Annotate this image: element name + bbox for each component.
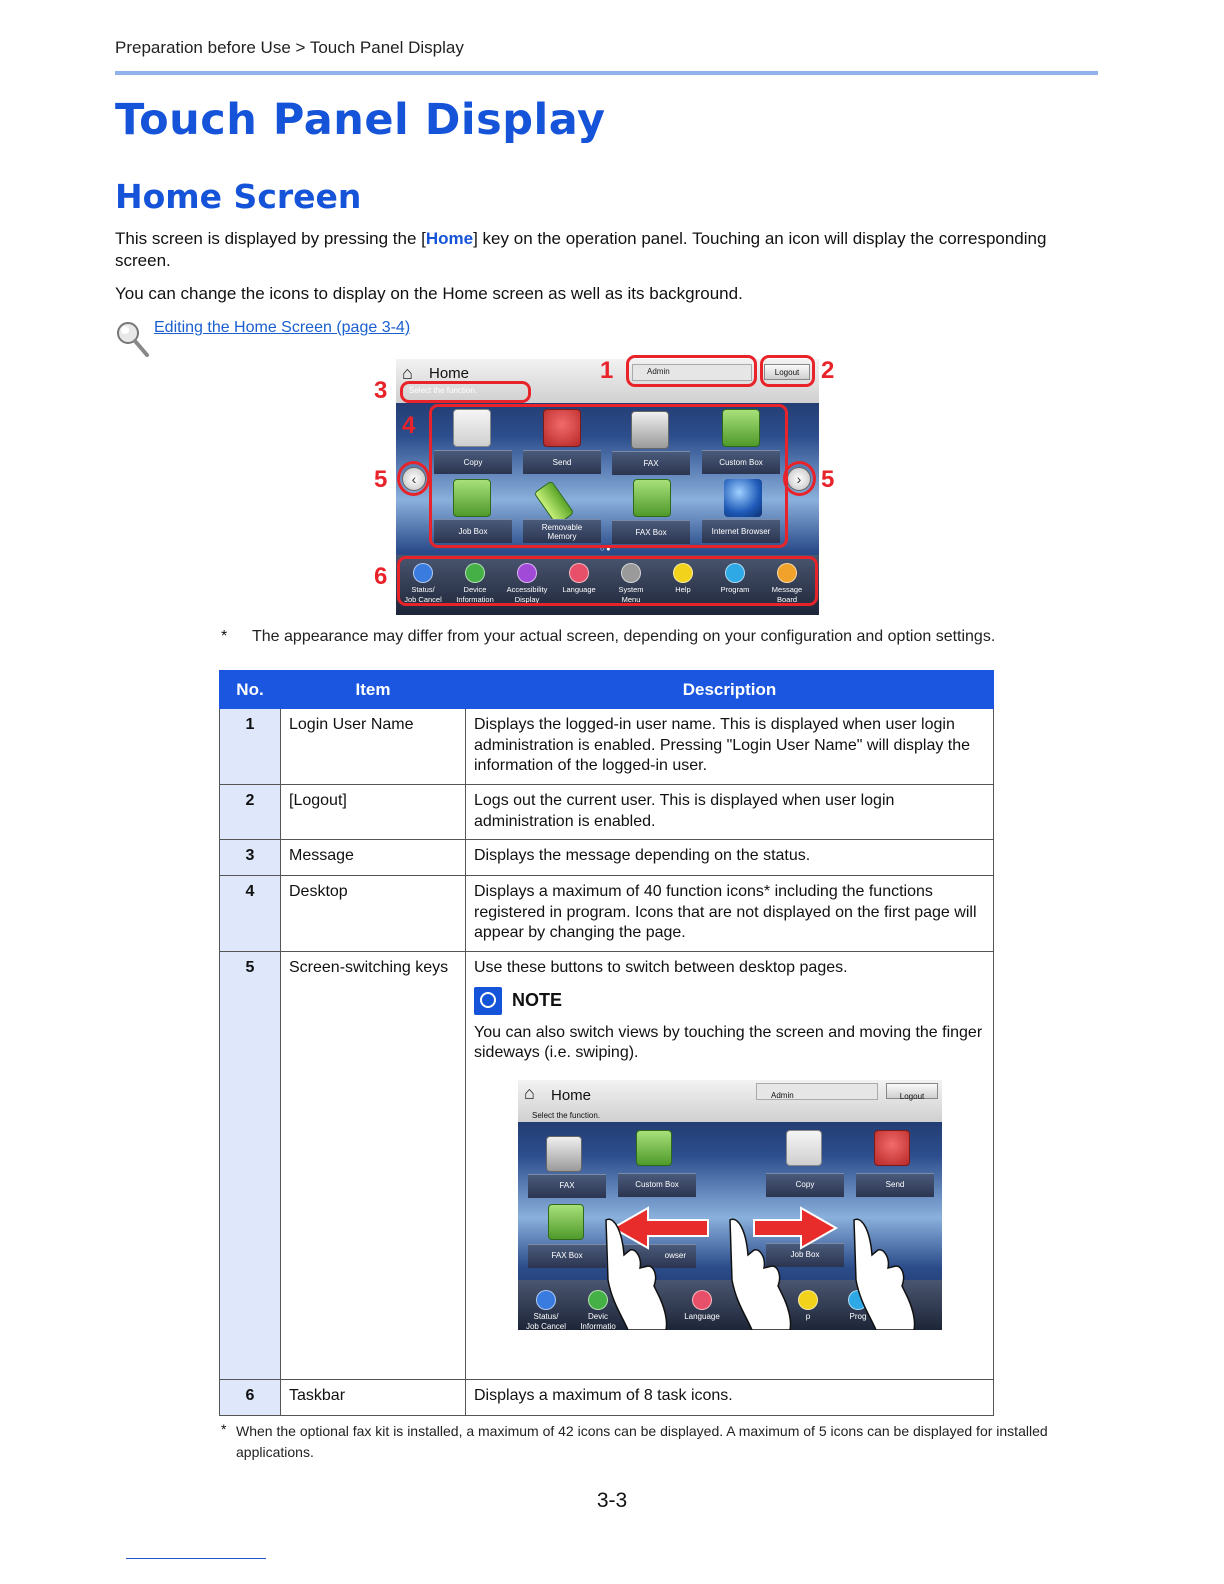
internet-browser-tile[interactable]: Internet Browser (702, 519, 780, 543)
screenshot2-task-status: Status/ Job Cancel (518, 1290, 574, 1330)
header-no: No. (220, 671, 281, 709)
screenshot2-login-user: Admin (756, 1083, 878, 1100)
screenshot-title: Home (429, 365, 470, 382)
table-row (220, 1380, 994, 1416)
removable-memory-tile[interactable]: Removable Memory (523, 519, 601, 543)
swipe-screenshot (518, 1080, 942, 1330)
callout-nav-left (397, 461, 430, 496)
note-header (474, 987, 985, 1015)
task-status-job-cancel[interactable]: Status/ Job Cancel (398, 563, 448, 605)
swipe-gesture-illustration (518, 1080, 942, 1330)
callout-message (400, 381, 531, 403)
screenshot2-task-device: Devic Informatio (570, 1290, 626, 1330)
row-description: Displays the message depending on the status. (466, 840, 994, 876)
callout-desktop (429, 404, 788, 548)
row-item: Taskbar (281, 1380, 466, 1416)
home-keyword: Home (425, 229, 474, 248)
screenshot2-task-help: p (780, 1290, 836, 1322)
table-row (220, 709, 994, 785)
intro-line2: You can change the icons to display on the Home screen as well as its background. (115, 284, 743, 303)
table-row (220, 876, 994, 952)
job-box-tile[interactable]: Job Box (434, 519, 512, 543)
note-text: You can also switch views by touching the screen and moving the finger sideways (i.e. swiping). (474, 1023, 983, 1061)
page-indicator: ○● (600, 546, 613, 553)
row-number: 4 (220, 876, 281, 952)
task-program[interactable]: Program (710, 563, 760, 595)
footnote-star: * (221, 628, 228, 645)
table-row (220, 785, 994, 840)
screenshot2-tile-copy: Copy (766, 1173, 844, 1197)
row-description-with-note (466, 952, 994, 1380)
callout-login-user (626, 355, 757, 387)
send-tile[interactable]: Send (523, 450, 601, 474)
screenshot2-tile-fax: FAX (528, 1174, 606, 1198)
bottom-note: When the optional fax kit is installed, a maximum of 42 icons can be displayed. A maximum of 5 icons can be displayed for installed applications. (236, 1423, 1048, 1460)
callout-number-5-left: 5 (374, 466, 388, 493)
screenshot2-task-program: Prog (830, 1290, 886, 1322)
right-arrow-icon (754, 1208, 836, 1248)
row-number: 5 (220, 952, 281, 1380)
intro-paragraph: This screen is displayed by pressing the [Home] key on the operation panel. Touching an icon will display the corresponding screen. (115, 229, 1047, 270)
bottom-line (126, 1558, 266, 1559)
bottom-note-star: * (221, 1421, 227, 1437)
magnifier-icon (115, 320, 151, 358)
footnote-text: The appearance may differ from your actual screen, depending on your configuration and option settings. (252, 628, 996, 645)
status-message: Select the function. (409, 386, 478, 395)
header-description: Description (466, 671, 994, 709)
screenshot2-tile-browser: owser (618, 1244, 696, 1268)
row-item: Message (281, 840, 466, 876)
table-row (220, 952, 994, 1380)
row-number: 3 (220, 840, 281, 876)
screenshot2-tile-fax-box: FAX Box (528, 1244, 606, 1268)
callout-nav-right (783, 461, 816, 496)
table-header-row (220, 671, 994, 709)
callout-taskbar (397, 556, 818, 606)
callout-logout (760, 355, 815, 387)
section-title: Home Screen (115, 177, 362, 216)
chevron-left-icon: ‹ (411, 471, 417, 487)
home-icon: ⌂ (524, 1082, 535, 1103)
fax-box-tile[interactable]: FAX Box (612, 520, 690, 544)
custom-box-tile[interactable]: Custom Box (702, 450, 780, 474)
header-rule (115, 71, 1098, 75)
row-item: Screen-switching keys (281, 952, 466, 1380)
task-system-menu[interactable]: System Menu (606, 563, 656, 605)
row-item: [Logout] (281, 785, 466, 840)
callout-number-2: 2 (821, 357, 835, 384)
copy-tile[interactable]: Copy (434, 450, 512, 474)
page-number: 3-3 (596, 1489, 628, 1512)
note-icon (474, 987, 502, 1015)
screenshot2-tile-send: Send (856, 1173, 934, 1197)
note-title: NOTE (512, 990, 563, 1011)
hand-right-icon (854, 1219, 915, 1330)
screenshot2-tile-custom-box: Custom Box (618, 1173, 696, 1197)
login-user-name[interactable]: Admin (632, 364, 752, 381)
callout-number-5-right: 5 (821, 466, 835, 493)
row-number: 6 (220, 1380, 281, 1416)
chevron-right-icon: › (796, 471, 802, 487)
task-message-board[interactable]: Message Board (762, 563, 812, 605)
fax-tile[interactable]: FAX (612, 451, 690, 475)
task-device-information[interactable]: Device Information (450, 563, 500, 605)
row-description: Displays a maximum of 8 task icons. (466, 1380, 994, 1416)
row-item: Desktop (281, 876, 466, 952)
page-title: Touch Panel Display (115, 95, 606, 145)
callout-number-1: 1 (600, 357, 614, 384)
editing-home-screen-link[interactable]: Editing the Home Screen (page 3-4) (154, 319, 411, 336)
table-row (220, 840, 994, 876)
row-description: Logs out the current user. This is displayed when user login administration is enabled. (466, 785, 994, 840)
screenshot2-title: Home (551, 1086, 592, 1104)
row-number: 1 (220, 709, 281, 785)
home-screen-items-table (219, 670, 994, 1416)
home-icon: ⌂ (402, 363, 413, 383)
task-language[interactable]: Language (554, 563, 604, 595)
logout-button[interactable]: Logout (764, 364, 810, 380)
screenshot2-message: Select the function. (532, 1110, 601, 1120)
header-item: Item (281, 671, 466, 709)
screenshot2-task-language: Language (674, 1290, 730, 1322)
screenshot2-logout-button: Logout (886, 1083, 938, 1099)
row-number: 2 (220, 785, 281, 840)
task-accessibility-display[interactable]: Accessibility Display (502, 563, 552, 605)
left-arrow-icon (613, 1208, 708, 1248)
breadcrumb: Preparation before Use > Touch Panel Display (115, 38, 464, 57)
callout-number-4: 4 (402, 412, 416, 439)
screenshot2-tile-job-box: Job Box (766, 1243, 844, 1267)
callout-number-3: 3 (374, 377, 388, 404)
callout-number-6: 6 (374, 563, 388, 590)
task-help[interactable]: Help (658, 563, 708, 595)
row-item: Login User Name (281, 709, 466, 785)
row-description: Displays the logged-in user name. This is displayed when user login administration is enabled. Pressing "Login User Name" will display the information of the logged-in user. (466, 709, 994, 785)
row-description: Use these buttons to switch between desktop pages. (474, 959, 848, 976)
row-description: Displays a maximum of 40 function icons* including the functions registered in program. Icons that are not displayed on the first page will appear by changing the page. (466, 876, 994, 952)
